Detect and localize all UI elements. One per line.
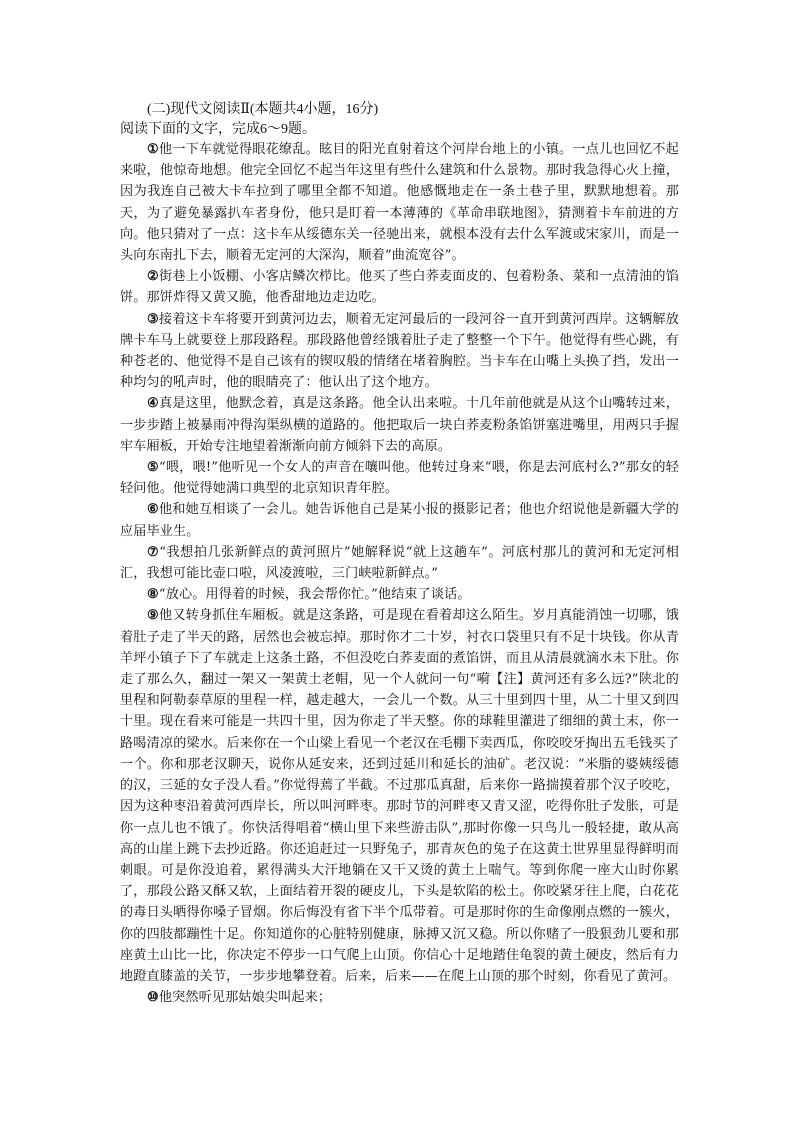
paragraph-text: 他又转身抓住车厢板。就是这条路，可是现在看着却这么陌生。岁月真能消蚀一切哪，饿着肚子走了半天的路，居然也会被忘掉。那时你才二十岁，衬衣口袋里只有不足十块钱。你从青羊坪小镇子下了车就走上这条土路，不但没吃白荞麦面的煮馅饼，而且从清晨就滴水未下肚。你走了那么久，翻过一架又一架黄土老帽，见一个人就问一句“嗬【注】黄河还有多么远?”陕北的里程和阿勒泰草原的里程一样，越走越大，一会儿一个数。从三十里到四十里，从二十里又到四十里。现在看来可能是一共四十里，因为你走了半天整。你的球鞋里灌进了细细的黄土末，你一路喝清凉的梁水。后来你在一个山梁上看见一个老汉在毛棚下卖西瓜，你咬咬牙掏出五毛钱买了一个。你和那老汉聊天，说你从延安来，还到过延川和延长的油矿。老汉说：“米脂的婆姨绥德的汉，三延的女子没人看。”你觉得蔫了半截。不过那瓜真甜，后来你一路揣摸着那个汉子咬吃，因为这种枣沿着黄河西岸长，所以叫河畔枣。那时节的河畔枣又青又涩，吃得你肚子发胀，可是你一点儿也不饿了。你快活得唱着“横山里下来些游击队”,那时你像一只鸟儿一般轻捷，敢从高高的山崖上跳下去抄近路。你还追赶过一只野兔子，那青灰色的兔子在这黄土世界里显得鲜明而刺眼。可是你没追着，累得满头大汗地躺在又干又烫的黄土上喘气。等到你爬一座大山时你累了，那段公路又酥又软，上面结着开裂的硬皮儿，下头是软陷的松土。你咬紧牙往上爬，白花花的毒日头晒得你嗓子冒烟。你后悔没有省下半个瓜带着。可是那时你的生命像刚点燃的一簇火，你的四肢都蹦性十足。你知道你的心脏特别健康，脉搏又沉又稳。所以你赌了一股狠劲儿要和那座黄土山比一比，你决定不停步一口气爬上山顶。你信心十足地踏住龟裂的黄土硬皮，然后有力地蹬直膝盖的关节，一步步地攀登着。后来，后来——在爬上山顶的那个时刻，你看见了黄河。: [120, 608, 679, 984]
paragraph-number: ③: [147, 311, 159, 327]
paragraph-3: [120, 309, 679, 394]
paragraph-number: ④: [147, 396, 159, 412]
paragraph-text: “放心。用得着的时候，我会帮你忙。”他结束了谈话。: [158, 587, 471, 603]
passage-body: [120, 139, 679, 1008]
paragraph-text: 接着这卡车将要开到黄河边去，顺着无定河最后的一段河谷一直开到黄河西岸。这辆解放牌卡车马上就要登上那段路程。那段路他曾经饿着肚子走了整整一个下午。他觉得有些心跳，有种苍老的、他觉得不是自己该有的锲叹般的情绪在堵着胸腔。当卡车在山嘴上头换了挡，发出一种均匀的吼声时，他的眼睛亮了：他认出了这个地方。: [120, 311, 679, 391]
paragraph-number: ②: [147, 269, 159, 285]
paragraph-number: ⑥: [147, 502, 159, 518]
paragraph-number: ⑦: [147, 544, 160, 560]
paragraph-5: [120, 457, 679, 499]
paragraph-number: ⑩: [147, 990, 159, 1006]
paragraph-text: “我想拍几张新鲜点的黄河照片”她解释说“就上这趟车”。河底村那儿的黄河和无定河相汇，我想可能比壶口啦，风凌渡啦，三门峡啦新鲜点。”: [120, 544, 679, 582]
paragraph-number: ⑧: [147, 587, 159, 603]
paragraph-text: 真是这里，他默念着，真是这条路。他全认出来啦。十几年前他就是从这个山嘴转过来，一步步踏上被暴雨冲得沟渠纵横的道路的。他把取后一块白荞麦粉条馅饼塞进嘴里，用两只手握牢车厢板，开始专注地望着渐渐向前方倾斜下去的高原。: [120, 396, 679, 454]
paragraph-number: ⑨: [147, 608, 159, 624]
reading-instruction: 阅读下面的文字，完成6～9题。: [120, 122, 316, 137]
paragraph-1: [120, 139, 679, 266]
paragraph-8: [120, 584, 679, 605]
paragraph-9: [120, 605, 679, 987]
paragraph-6: [120, 499, 679, 541]
paragraph-7: [120, 542, 679, 584]
paragraph-text: 他突然听见那姑娘尖叫起来；: [158, 990, 332, 1006]
paragraph-text: 他和她互相谈了一会儿。她告诉他自己是某小报的摄影记者；他也介绍说他是新疆大学的应届毕业生。: [120, 502, 679, 539]
paragraph-2: [120, 266, 679, 308]
paragraph-10: [120, 987, 679, 1008]
paragraph-text: 他一下车就觉得眼花缭乱。眩目的阳光直射着这个河岸台地上的小镇。一点儿也回忆不起来啦，他惊奇地想。他完全回忆不起当年这里有些什么建筑和什么景物。那时我急得心火上撞，因为我连自己被大卡车拉到了哪里全都不知道。他感慨地走在一条土巷子里，默默地想着。那天，为了避免暴露扒车者身份，他只是盯着一本薄薄的《革命串联地图》，猜测着卡车前进的方向。他只猜对了一点：这卡车从绥德东关一径驰出来，就根本没有去什么军渡或宋家川，而是一头向东南扎下去，顺着无定河的大深沟，顺着“曲流宽谷”。: [120, 142, 679, 264]
paragraph-number: ①: [147, 142, 159, 157]
paragraph-text: “喂，喂!”他听见一个女人的声音在嚷叫他。他转过身来“喂，你是去河底村么?”那女的轻轻问他。他觉得她满口典型的北京知识青年腔。: [120, 460, 680, 497]
paragraph-4: [120, 393, 679, 457]
paragraph-text: 街巷上小饭棚、小客店鳞次栉比。他买了些白荞麦面皮的、包着粉条、菜和一点清油的馅饼。那饼炸得又黄又脆，他香甜地边走边吃。: [120, 269, 679, 306]
section-header: (二)现代文阅读Ⅱ(本题共4小题，16分): [147, 102, 379, 117]
paragraph-number: ⑤: [147, 460, 159, 476]
